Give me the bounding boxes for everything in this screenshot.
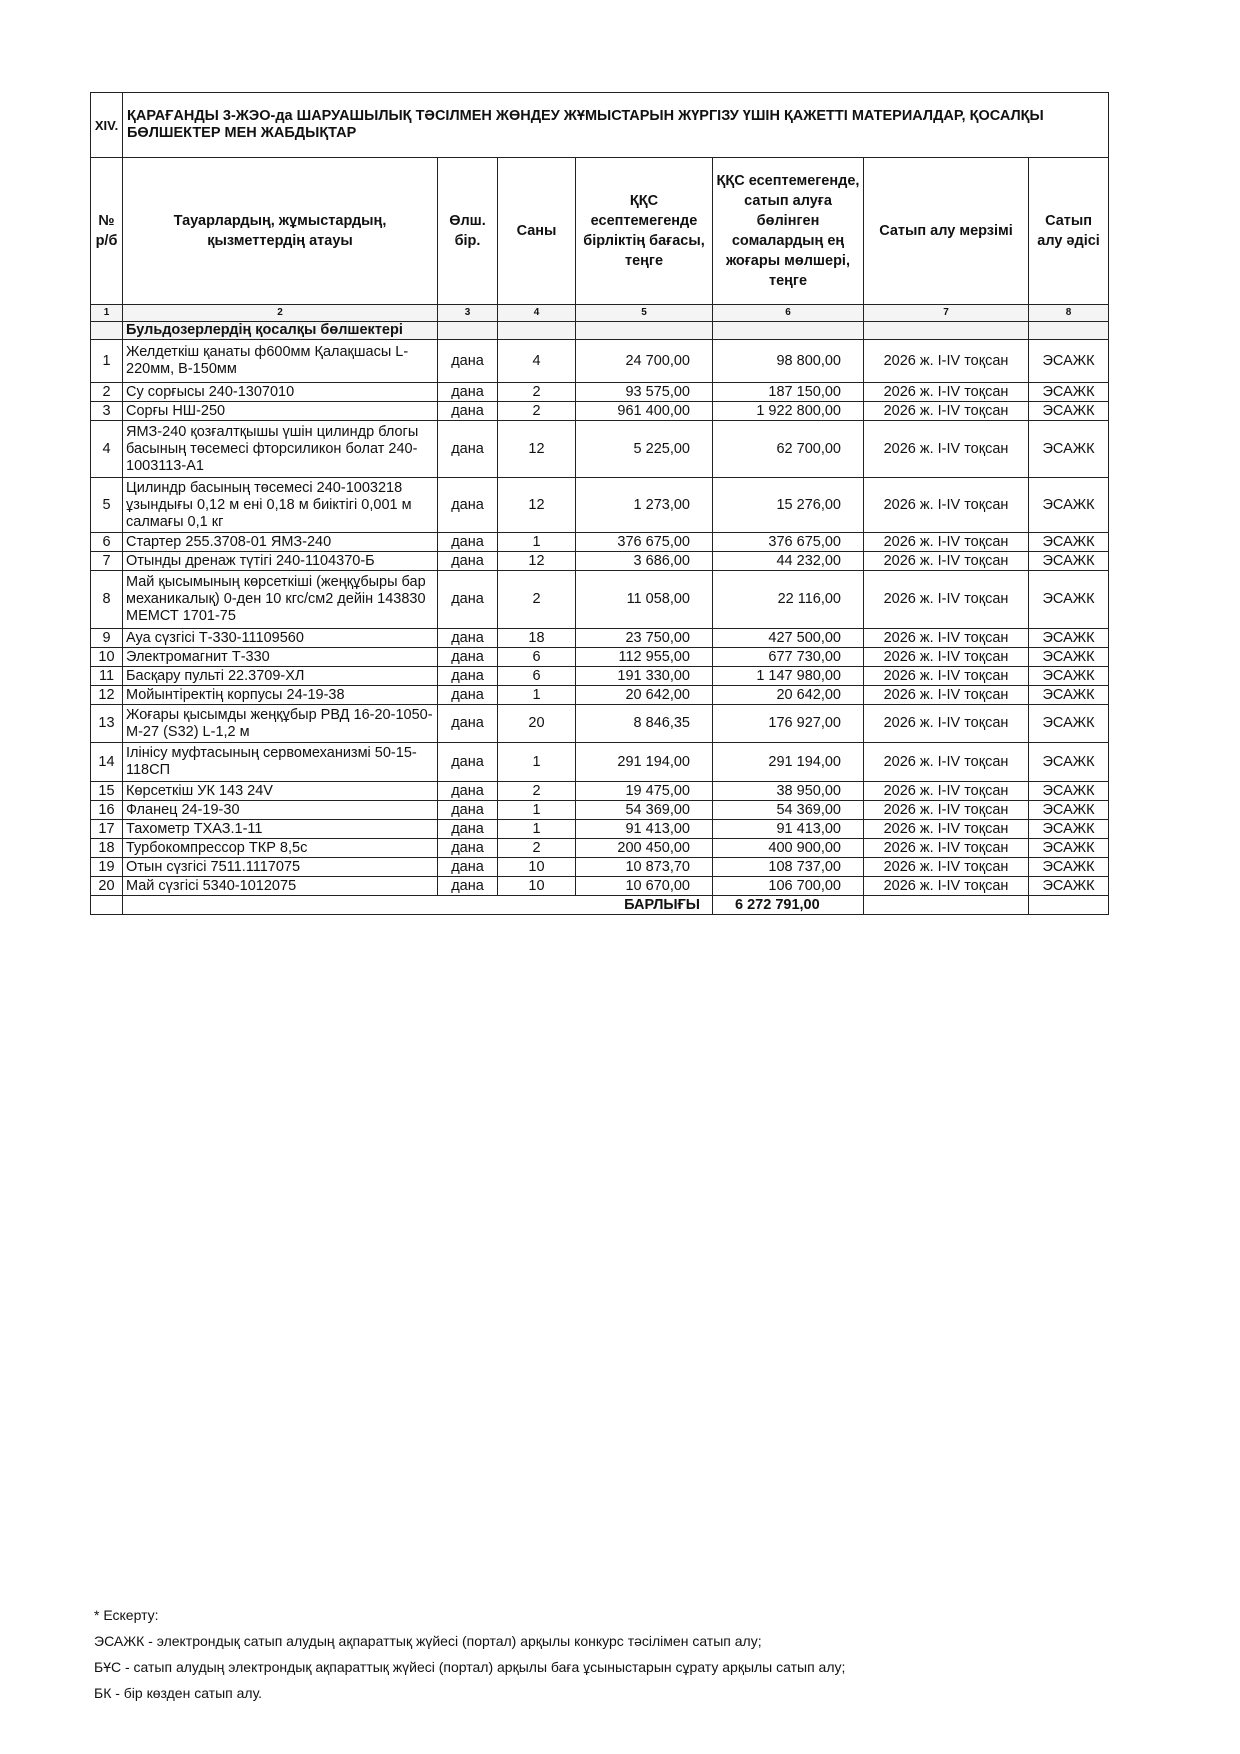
purchase-term: 2026 ж. I-IV тоқсан — [864, 801, 1029, 820]
row-number: 15 — [91, 782, 123, 801]
max-sum: 291 194,00 — [713, 743, 864, 782]
table-row — [91, 629, 1109, 648]
purchase-method: ЭСАЖК — [1029, 383, 1109, 402]
notes — [94, 1602, 845, 1706]
unit-price: 24 700,00 — [576, 340, 713, 383]
note-line: БҰС - сатып алудың электрондық ақпараттық жүйесі (портал) арқылы баға ұсыныстарын сұрату арқылы сатып алу; — [94, 1659, 846, 1675]
item-name: Турбокомпрессор ТКР 8,5с — [123, 839, 438, 858]
item-name: Тахометр ТХАЗ.1-11 — [123, 820, 438, 839]
item-name: Мойынтіректің корпусы 24-19-38 — [123, 686, 438, 705]
row-number: 6 — [91, 533, 123, 552]
quantity: 1 — [498, 743, 576, 782]
unit-price: 8 846,35 — [576, 705, 713, 743]
column-number: 3 — [438, 305, 498, 322]
notes-title: * Ескерту: — [94, 1607, 159, 1623]
unit: дана — [438, 340, 498, 383]
row-number: 17 — [91, 820, 123, 839]
table-row — [91, 686, 1109, 705]
row-number: 20 — [91, 877, 123, 896]
max-sum: 187 150,00 — [713, 383, 864, 402]
unit: дана — [438, 571, 498, 629]
purchase-method: ЭСАЖК — [1029, 858, 1109, 877]
unit: дана — [438, 686, 498, 705]
column-number: 1 — [91, 305, 123, 322]
unit: дана — [438, 478, 498, 533]
quantity: 1 — [498, 820, 576, 839]
row-number: 10 — [91, 648, 123, 667]
header-method: Сатып алу әдісі — [1029, 158, 1109, 305]
header-number: № р/б — [91, 158, 123, 305]
unit: дана — [438, 801, 498, 820]
purchase-term: 2026 ж. I-IV тоқсан — [864, 839, 1029, 858]
row-number: 3 — [91, 402, 123, 421]
section-number: XIV. — [91, 93, 123, 158]
item-name: Ілінісу муфтасының сервомеханизмі 50-15-118СП — [123, 743, 438, 782]
table-row — [91, 667, 1109, 686]
unit-price: 5 225,00 — [576, 421, 713, 478]
purchase-method: ЭСАЖК — [1029, 478, 1109, 533]
quantity: 2 — [498, 839, 576, 858]
header-max-sum: ҚҚС есептемегенде, сатып алуға бөлінген сомалардың ең жоғары мөлшері, теңге — [713, 158, 864, 305]
header-name: Тауарлардың, жұмыстардың, қызметтердің атауы — [123, 158, 438, 305]
column-number: 2 — [123, 305, 438, 322]
unit: дана — [438, 705, 498, 743]
quantity: 20 — [498, 705, 576, 743]
max-sum: 44 232,00 — [713, 552, 864, 571]
item-name: Май сүзгісі 5340-1012075 — [123, 877, 438, 896]
unit-price: 200 450,00 — [576, 839, 713, 858]
purchase-method: ЭСАЖК — [1029, 421, 1109, 478]
purchase-term: 2026 ж. I-IV тоқсан — [864, 782, 1029, 801]
header-term: Сатып алу мерзімі — [864, 158, 1029, 305]
purchase-method: ЭСАЖК — [1029, 743, 1109, 782]
quantity: 4 — [498, 340, 576, 383]
row-number: 13 — [91, 705, 123, 743]
group-row — [91, 322, 1109, 340]
table-row — [91, 782, 1109, 801]
quantity: 1 — [498, 533, 576, 552]
row-number: 16 — [91, 801, 123, 820]
empty-cell — [713, 322, 864, 340]
max-sum: 22 116,00 — [713, 571, 864, 629]
unit-price: 961 400,00 — [576, 402, 713, 421]
unit: дана — [438, 552, 498, 571]
max-sum: 20 642,00 — [713, 686, 864, 705]
purchase-method: ЭСАЖК — [1029, 402, 1109, 421]
quantity: 6 — [498, 648, 576, 667]
item-name: Ауа сүзгісі Т-330-11109560 — [123, 629, 438, 648]
unit: дана — [438, 820, 498, 839]
quantity: 2 — [498, 383, 576, 402]
row-number: 1 — [91, 340, 123, 383]
quantity: 12 — [498, 478, 576, 533]
item-name: ЯМЗ-240 қозғалтқышы үшін цилиндр блогы басының төсемесі фторсиликон болат 240-1003113-А1 — [123, 421, 438, 478]
row-number: 9 — [91, 629, 123, 648]
max-sum: 400 900,00 — [713, 839, 864, 858]
note-line: ЭСАЖК - электрондық сатып алудың ақпараттық жүйесі (портал) арқылы конкурс тәсілімен сатып алу; — [94, 1633, 762, 1649]
row-number: 14 — [91, 743, 123, 782]
purchase-method: ЭСАЖК — [1029, 648, 1109, 667]
unit-price: 54 369,00 — [576, 801, 713, 820]
header-unit: Өлш. бір. — [438, 158, 498, 305]
table-row — [91, 402, 1109, 421]
header-unit-price: ҚҚС есептемегенде бірліктің бағасы, теңге — [576, 158, 713, 305]
total-label: БАРЛЫҒЫ — [123, 896, 713, 915]
table-row — [91, 648, 1109, 667]
table-row — [91, 552, 1109, 571]
item-name: Су сорғысы 240-1307010 — [123, 383, 438, 402]
table-row — [91, 340, 1109, 383]
purchase-method: ЭСАЖК — [1029, 686, 1109, 705]
row-number: 18 — [91, 839, 123, 858]
max-sum: 54 369,00 — [713, 801, 864, 820]
purchase-term: 2026 ж. I-IV тоқсан — [864, 340, 1029, 383]
purchase-term: 2026 ж. I-IV тоқсан — [864, 402, 1029, 421]
max-sum: 176 927,00 — [713, 705, 864, 743]
unit: дана — [438, 648, 498, 667]
unit-price: 3 686,00 — [576, 552, 713, 571]
unit-price: 191 330,00 — [576, 667, 713, 686]
item-name: Отынды дренаж түтігі 240-1104370-Б — [123, 552, 438, 571]
purchase-term: 2026 ж. I-IV тоқсан — [864, 571, 1029, 629]
unit-price: 10 670,00 — [576, 877, 713, 896]
purchase-method: ЭСАЖК — [1029, 801, 1109, 820]
header-quantity: Саны — [498, 158, 576, 305]
table-row — [91, 839, 1109, 858]
empty-cell — [91, 322, 123, 340]
table-row — [91, 820, 1109, 839]
quantity: 6 — [498, 667, 576, 686]
max-sum: 376 675,00 — [713, 533, 864, 552]
item-name: Сорғы НШ-250 — [123, 402, 438, 421]
purchase-term: 2026 ж. I-IV тоқсан — [864, 820, 1029, 839]
row-number: 4 — [91, 421, 123, 478]
max-sum: 106 700,00 — [713, 877, 864, 896]
item-name: Фланец 24-19-30 — [123, 801, 438, 820]
unit: дана — [438, 782, 498, 801]
purchase-method: ЭСАЖК — [1029, 552, 1109, 571]
max-sum: 1 922 800,00 — [713, 402, 864, 421]
purchase-method: ЭСАЖК — [1029, 629, 1109, 648]
quantity: 1 — [498, 801, 576, 820]
table-row — [91, 533, 1109, 552]
section-title-row — [91, 93, 1109, 158]
row-number: 7 — [91, 552, 123, 571]
empty-cell — [864, 896, 1029, 915]
purchase-method: ЭСАЖК — [1029, 877, 1109, 896]
row-number: 2 — [91, 383, 123, 402]
purchase-method: ЭСАЖК — [1029, 705, 1109, 743]
purchase-term: 2026 ж. I-IV тоқсан — [864, 686, 1029, 705]
table-row — [91, 421, 1109, 478]
unit-price: 10 873,70 — [576, 858, 713, 877]
table-row — [91, 478, 1109, 533]
row-number: 8 — [91, 571, 123, 629]
quantity: 1 — [498, 686, 576, 705]
purchase-method: ЭСАЖК — [1029, 667, 1109, 686]
column-number: 7 — [864, 305, 1029, 322]
quantity: 12 — [498, 421, 576, 478]
unit: дана — [438, 383, 498, 402]
purchase-method: ЭСАЖК — [1029, 820, 1109, 839]
item-name: Электромагнит Т-330 — [123, 648, 438, 667]
unit-price: 23 750,00 — [576, 629, 713, 648]
purchase-term: 2026 ж. I-IV тоқсан — [864, 743, 1029, 782]
column-number: 4 — [498, 305, 576, 322]
empty-cell — [91, 896, 123, 915]
item-name: Отын сүзгісі 7511.1117075 — [123, 858, 438, 877]
purchase-term: 2026 ж. I-IV тоқсан — [864, 877, 1029, 896]
unit: дана — [438, 533, 498, 552]
max-sum: 1 147 980,00 — [713, 667, 864, 686]
header-row — [91, 158, 1109, 305]
quantity: 2 — [498, 782, 576, 801]
empty-cell — [438, 322, 498, 340]
item-name: Стартер 255.3708-01 ЯМЗ-240 — [123, 533, 438, 552]
max-sum: 15 276,00 — [713, 478, 864, 533]
quantity: 2 — [498, 571, 576, 629]
empty-cell — [1029, 896, 1109, 915]
purchase-term: 2026 ж. I-IV тоқсан — [864, 858, 1029, 877]
unit: дана — [438, 877, 498, 896]
purchase-method: ЭСАЖК — [1029, 533, 1109, 552]
group-title: Бульдозерлердің қосалқы бөлшектері — [123, 322, 438, 340]
unit: дана — [438, 667, 498, 686]
table-row — [91, 801, 1109, 820]
empty-cell — [576, 322, 713, 340]
unit: дана — [438, 839, 498, 858]
purchase-term: 2026 ж. I-IV тоқсан — [864, 667, 1029, 686]
purchase-term: 2026 ж. I-IV тоқсан — [864, 421, 1029, 478]
max-sum: 427 500,00 — [713, 629, 864, 648]
purchase-method: ЭСАЖК — [1029, 571, 1109, 629]
column-number: 6 — [713, 305, 864, 322]
section-title: ҚАРАҒАНДЫ 3-ЖЭО-да ШАРУАШЫЛЫҚ ТӘСІЛМЕН ЖӨНДЕУ ЖҰМЫСТАРЫН ЖҮРГІЗУ ҮШІН ҚАЖЕТТІ МАТЕРИАЛДАР, ҚОСАЛҚЫ БӨЛШЕКТЕР МЕН ЖАБДЫҚТАР — [123, 93, 1109, 158]
unit-price: 291 194,00 — [576, 743, 713, 782]
purchase-term: 2026 ж. I-IV тоқсан — [864, 383, 1029, 402]
column-number: 8 — [1029, 305, 1109, 322]
quantity: 12 — [498, 552, 576, 571]
item-name: Басқару пульті 22.3709-ХЛ — [123, 667, 438, 686]
table-row — [91, 383, 1109, 402]
unit: дана — [438, 629, 498, 648]
purchase-term: 2026 ж. I-IV тоқсан — [864, 478, 1029, 533]
purchase-term: 2026 ж. I-IV тоқсан — [864, 629, 1029, 648]
quantity: 10 — [498, 858, 576, 877]
row-number: 12 — [91, 686, 123, 705]
total-row — [91, 896, 1109, 915]
column-number: 5 — [576, 305, 713, 322]
note-line: БК - бір көзден сатып алу. — [94, 1685, 263, 1701]
unit: дана — [438, 743, 498, 782]
item-name: Желдеткіш қанаты ф600мм Қалақшасы L-220мм, В-150мм — [123, 340, 438, 383]
max-sum: 91 413,00 — [713, 820, 864, 839]
table-row — [91, 743, 1109, 782]
item-name: Жоғары қысымды жеңқұбыр РВД 16-20-1050-М-27 (S32) L-1,2 м — [123, 705, 438, 743]
empty-cell — [498, 322, 576, 340]
table-row — [91, 858, 1109, 877]
column-numbers-row — [91, 305, 1109, 322]
purchase-term: 2026 ж. I-IV тоқсан — [864, 533, 1029, 552]
quantity: 10 — [498, 877, 576, 896]
purchase-method: ЭСАЖК — [1029, 782, 1109, 801]
purchase-term: 2026 ж. I-IV тоқсан — [864, 705, 1029, 743]
max-sum: 98 800,00 — [713, 340, 864, 383]
max-sum: 108 737,00 — [713, 858, 864, 877]
item-name: Май қысымының көрсеткіші (жеңқұбыры бар механикалық) 0-ден 10 кгс/см2 дейін 143830 МЕМСТ 1701-75 — [123, 571, 438, 629]
total-value: 6 272 791,00 — [713, 896, 864, 915]
unit-price: 91 413,00 — [576, 820, 713, 839]
unit-price: 19 475,00 — [576, 782, 713, 801]
row-number: 5 — [91, 478, 123, 533]
unit-price: 376 675,00 — [576, 533, 713, 552]
procurement-table — [90, 92, 1109, 915]
item-name: Көрсеткіш УК 143 24V — [123, 782, 438, 801]
quantity: 2 — [498, 402, 576, 421]
table-row — [91, 877, 1109, 896]
unit-price: 20 642,00 — [576, 686, 713, 705]
empty-cell — [1029, 322, 1109, 340]
item-name: Цилиндр басының төсемесі 240-1003218 ұзындығы 0,12 м ені 0,18 м биіктігі 0,001 м салмағы 0,1 кг — [123, 478, 438, 533]
unit-price: 11 058,00 — [576, 571, 713, 629]
max-sum: 677 730,00 — [713, 648, 864, 667]
purchase-method: ЭСАЖК — [1029, 839, 1109, 858]
row-number: 11 — [91, 667, 123, 686]
max-sum: 62 700,00 — [713, 421, 864, 478]
table-row — [91, 571, 1109, 629]
purchase-term: 2026 ж. I-IV тоқсан — [864, 648, 1029, 667]
purchase-term: 2026 ж. I-IV тоқсан — [864, 552, 1029, 571]
purchase-method: ЭСАЖК — [1029, 340, 1109, 383]
unit-price: 93 575,00 — [576, 383, 713, 402]
quantity: 18 — [498, 629, 576, 648]
table-row — [91, 705, 1109, 743]
unit: дана — [438, 858, 498, 877]
max-sum: 38 950,00 — [713, 782, 864, 801]
unit: дана — [438, 402, 498, 421]
row-number: 19 — [91, 858, 123, 877]
unit: дана — [438, 421, 498, 478]
empty-cell — [864, 322, 1029, 340]
unit-price: 112 955,00 — [576, 648, 713, 667]
unit-price: 1 273,00 — [576, 478, 713, 533]
